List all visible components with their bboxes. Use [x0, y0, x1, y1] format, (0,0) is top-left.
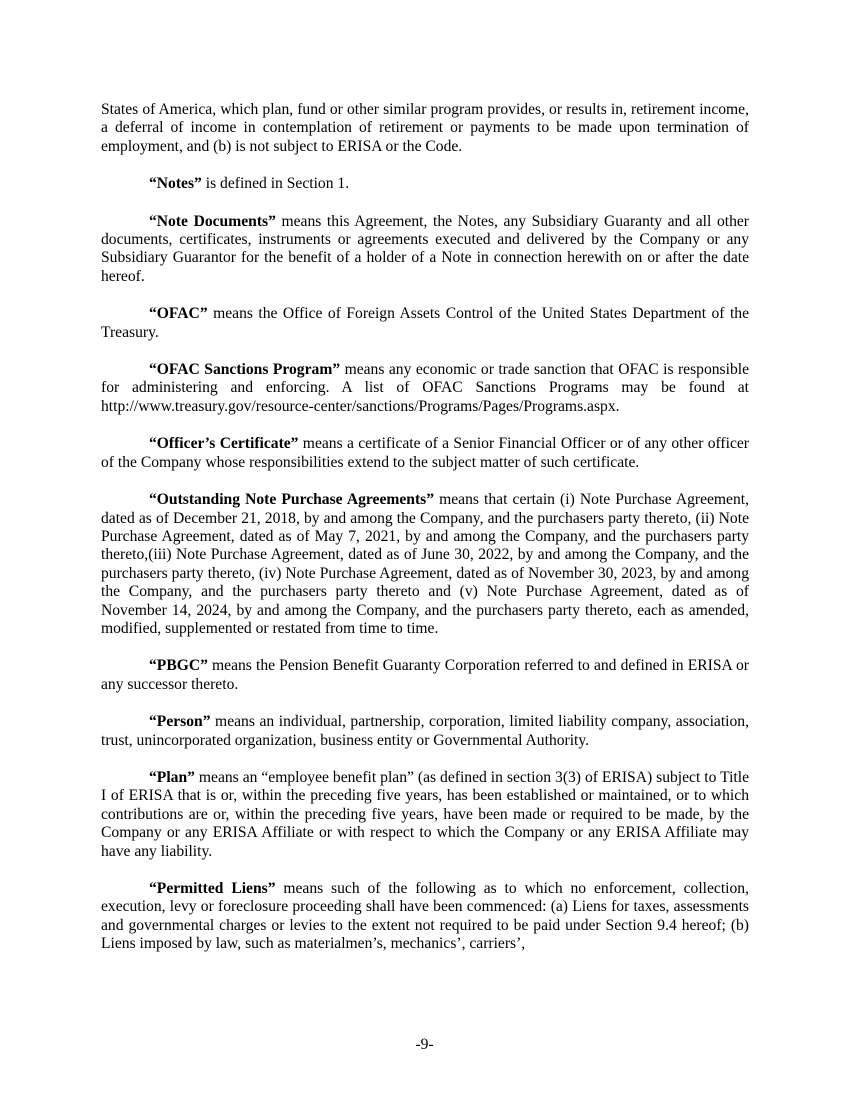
definition-plan	[101, 769, 749, 861]
paragraph-text: States of America, which plan, fund or other similar program provides, or results in, retirement income, a deferral of income in contemplation of retirement or payments to be made upon termination of employment, and (b) is not subject to ERISA or the Code.	[101, 101, 749, 155]
definition-text: means such of the following as to which no enforcement, collection, execution, levy or foreclosure proceeding shall have been commenced: (a) Liens for taxes, assessments and governmental charges or levies to the extent not required to be paid under Section 9.4 hereof; (b) Liens imposed by law, such as materialmen’s, mechanics’, carriers’,	[101, 880, 749, 953]
defined-term: “OFAC Sanctions Program”	[149, 361, 341, 379]
definition-note-documents	[101, 213, 749, 287]
defined-term: “OFAC”	[149, 305, 208, 323]
defined-term: “Plan”	[149, 768, 195, 786]
defined-term: “Outstanding Note Purchase Agreements”	[149, 491, 435, 509]
definition-pbgc	[101, 657, 749, 694]
definition-text: means this Agreement, the Notes, any Subsidiary Guaranty and all other documents, certificates, instruments or agreements executed and delivered by the Company or any Subsidiary Guarantor for the benefit of a holder of a Note in connection herewith on or after the date hereof.	[101, 212, 749, 285]
defined-term: “Permitted Liens”	[149, 880, 276, 897]
defined-term: “Person”	[149, 713, 211, 731]
definition-notes	[101, 175, 749, 193]
definition-ofac-sanctions-program	[101, 361, 749, 416]
defined-term: “PBGC”	[149, 657, 208, 675]
defined-term: “Officer’s Certificate”	[149, 435, 299, 453]
definition-text: is defined in Section 1.	[201, 175, 350, 193]
defined-term: “Notes”	[149, 175, 202, 193]
definition-person	[101, 713, 749, 750]
definition-text: means an “employee benefit plan” (as defined in section 3(3) of ERISA) subject to Title I of ERISA that is or, within the preceding five years, has been established or maintained, or to which contributions are or, within the preceding five years, have been made or required to be made, by the Company or any ERISA Affiliate or with respect to which the Company or any ERISA Affiliate may have any liability.	[101, 768, 749, 860]
definition-text: means an individual, partnership, corporation, limited liability company, association, trust, unincorporated organization, business entity or Governmental Authority.	[101, 713, 749, 749]
definition-ofac	[101, 305, 749, 342]
definition-outstanding-note-purchase-agreements	[101, 491, 749, 638]
definition-permitted-liens	[101, 880, 749, 954]
page-body	[101, 101, 749, 973]
paragraph-continuation	[101, 101, 749, 156]
definition-text: means a certificate of a Senior Financial Officer or of any other officer of the Company whose responsibilities extend to the subject matter of such certificate.	[101, 435, 749, 471]
definition-text: means the Pension Benefit Guaranty Corporation referred to and defined in ERISA or any successor thereto.	[101, 657, 749, 693]
definition-text: means that certain (i) Note Purchase Agreement, dated as of December 21, 2018, by and among the Company, and the purchasers party thereto, (ii) Note Purchase Agreement, dated as of May 7, 2021, by and among the Company, and the purchasers party thereto,(iii) Note Purchase Agreement, dated as of June 30, 2022, by and among the Company, and the purchasers party thereto, (iv) Note Purchase Agreement, dated as of November 30, 2023, by and among the Company, and the purchasers party thereto and (v) Note Purchase Agreement, dated as of November 14, 2024, by and among the Company, and the purchasers party thereto, each as amended, modified, supplemented or restated from time to time.	[101, 491, 749, 637]
page-number: -9-	[415, 1036, 434, 1053]
definition-officers-certificate	[101, 435, 749, 472]
definition-text: means the Office of Foreign Assets Control of the United States Department of the Treasury.	[101, 305, 749, 341]
defined-term: “Note Documents”	[149, 212, 276, 230]
definition-text: means any economic or trade sanction that OFAC is responsible for administering and enforcing. A list of OFAC Sanctions Programs may be found at http://www.treasury.gov/resource-center/sanctions/Programs/Pages/Programs.aspx.	[101, 361, 749, 415]
